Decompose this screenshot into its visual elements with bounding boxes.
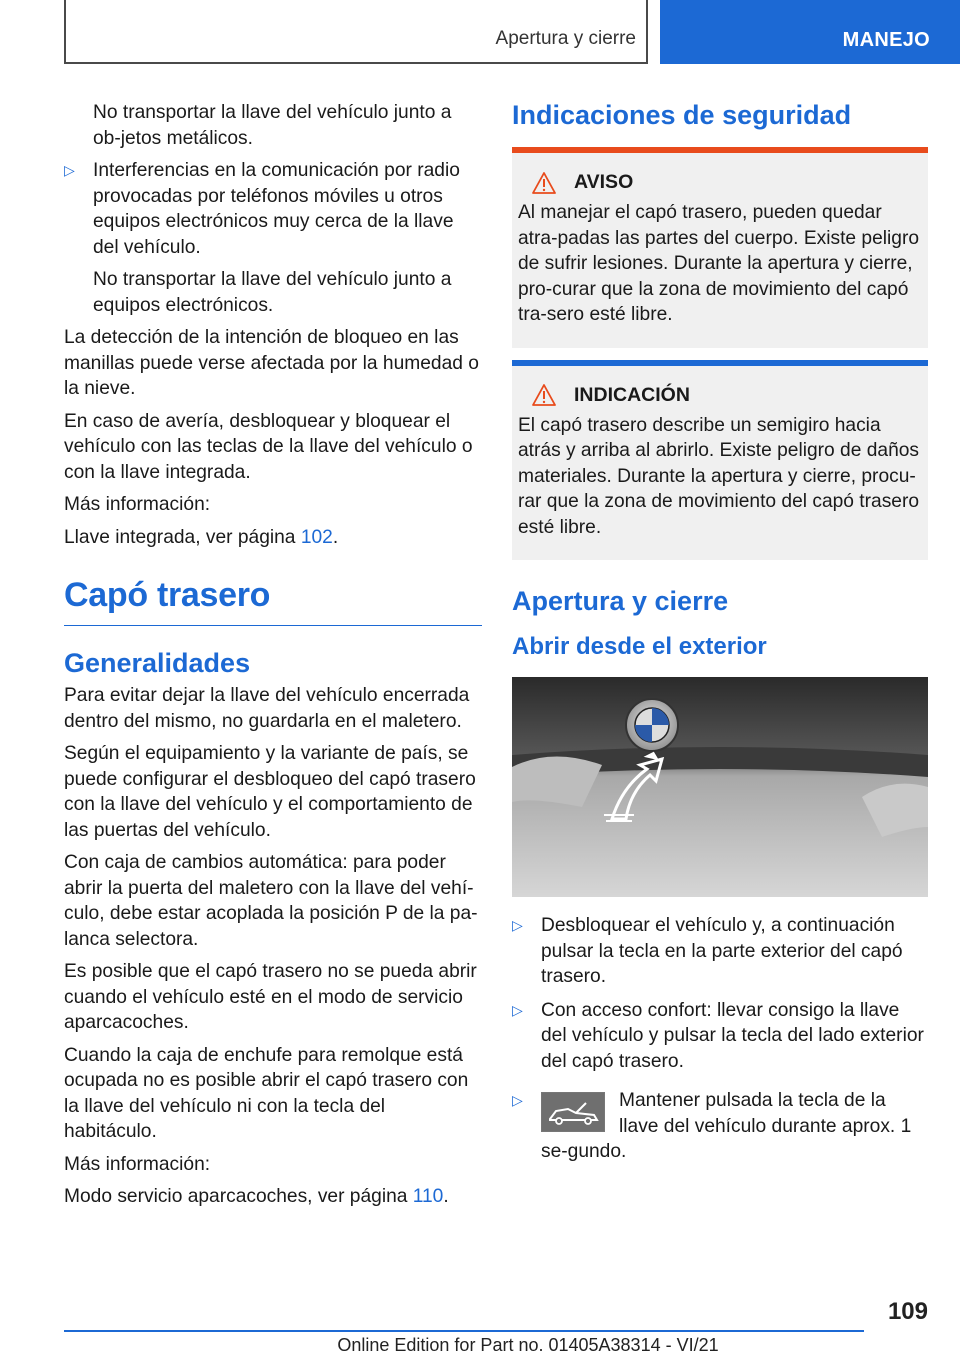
page-link-110[interactable]: 110	[412, 1186, 444, 1207]
header-chapter-tab	[660, 0, 960, 64]
left-column	[64, 100, 482, 1217]
list-item: ▷ Interferencias en la comunicación por radio provocadas por teléfonos móviles u otros equipos electrónicos muy cerca de la llave del vehículo.	[64, 160, 460, 258]
note-text: El capó trasero describe un semigiro hacia atrás y arriba al abrirlo. Existe peligro de daños materiales. Durante la apertura y cierre, procu‐rar que la zona de movimiento del capó trasero esté libre.	[518, 414, 920, 538]
note-box	[512, 360, 928, 561]
trunk-button-photo	[512, 677, 928, 897]
paragraph: No transportar la llave del vehículo junto a equipos electrónicos.	[93, 269, 452, 316]
list-item: ▷ Desbloquear el vehículo y, a continuación pulsar la tecla en la parte exterior del capó trasero.	[512, 915, 903, 987]
triangle-right-icon: ▷	[512, 1001, 523, 1018]
page-number: 109	[887, 1298, 928, 1325]
paragraph: Es posible que el capó trasero no se pueda abrir cuando el vehículo esté en el modo de servicio aparcacoches.	[64, 961, 477, 1033]
section-heading: Apertura y cierre	[512, 586, 729, 616]
right-column	[512, 100, 928, 1165]
section-heading: Indicaciones de seguridad	[512, 100, 852, 130]
subsection-heading: Abrir desde el exterior	[512, 633, 767, 660]
paragraph: Según el equipamiento y la variante de país, se puede configurar el desbloqueo del capó trasero con la llave del vehículo y el comportamiento de las puertas del vehículo.	[64, 743, 476, 841]
header-chapter-title: MANEJO	[842, 29, 930, 51]
paragraph: Más información:	[64, 494, 211, 515]
section-heading: Capó trasero	[64, 576, 482, 626]
triangle-right-icon: ▷	[512, 1092, 523, 1108]
warning-box	[512, 147, 928, 348]
trunk-photo-illustration	[512, 677, 928, 897]
page-link-102[interactable]: 102	[300, 526, 333, 548]
paragraph: Cuando la caja de enchufe para remolque está ocupada no es posible abrir el capó trasero con la llave del vehículo ni con la tecla del habitáculo.	[64, 1044, 469, 1142]
note-title: INDICACIÓN	[574, 383, 690, 406]
warning-triangle-icon	[532, 172, 556, 194]
warning-title: AVISO	[574, 171, 634, 193]
triangle-right-icon: ▷	[64, 162, 75, 178]
triangle-right-icon: ▷	[512, 917, 523, 933]
paragraph: Más información:	[64, 1153, 211, 1175]
paragraph-cross-reference: Llave integrada, ver página 102.	[64, 526, 339, 548]
list-item: ▷ Mantener pulsada la tecla de la llave del vehículo durante aprox. 1 se‐gundo.	[512, 1090, 912, 1162]
warning-triangle-icon	[532, 384, 556, 406]
warning-text: Al manejar el capó trasero, pueden quedar atra‐padas las partes del cuerpo. Existe peligro de sufrir lesiones. Durante la apertura y cierre, pro‐curar que la zona de movimiento del capó tra‐sero esté libre.	[518, 202, 920, 325]
footer-divider	[64, 1330, 864, 1332]
paragraph: Para evitar dejar la llave del vehículo encerrada dentro del mismo, no guardarla en el maletero.	[64, 685, 470, 732]
subsection-heading: Generalidades	[64, 648, 251, 678]
footer-edition: Online Edition for Part no. 01405A38314 - VI/21	[337, 1335, 719, 1355]
car-trunk-open-icon	[541, 1092, 605, 1132]
paragraph: Con caja de cambios automática: para poder abrir la puerta del maletero con la llave del vehí‐culo, debe estar acoplada la posición P de la pa‐lanca selectora.	[64, 852, 478, 950]
header-section-title: Apertura y cierre	[495, 28, 636, 49]
paragraph-cross-reference: Modo servicio aparcacoches, ver página 110.	[64, 1186, 449, 1207]
list-item: ▷ Con acceso confort: llevar consigo la llave del vehículo y pulsar la tecla del lado exterior del capó trasero.	[512, 999, 924, 1072]
paragraph: En caso de avería, desbloquear y bloquear el vehículo con las teclas de la llave del vehículo o con la llave integrada.	[64, 410, 473, 483]
paragraph: La detección de la intención de bloqueo en las manillas puede verse afectada por la humedad o la nieve.	[64, 327, 479, 399]
paragraph: No transportar la llave del vehículo junto a ob‐jetos metálicos.	[93, 102, 452, 149]
